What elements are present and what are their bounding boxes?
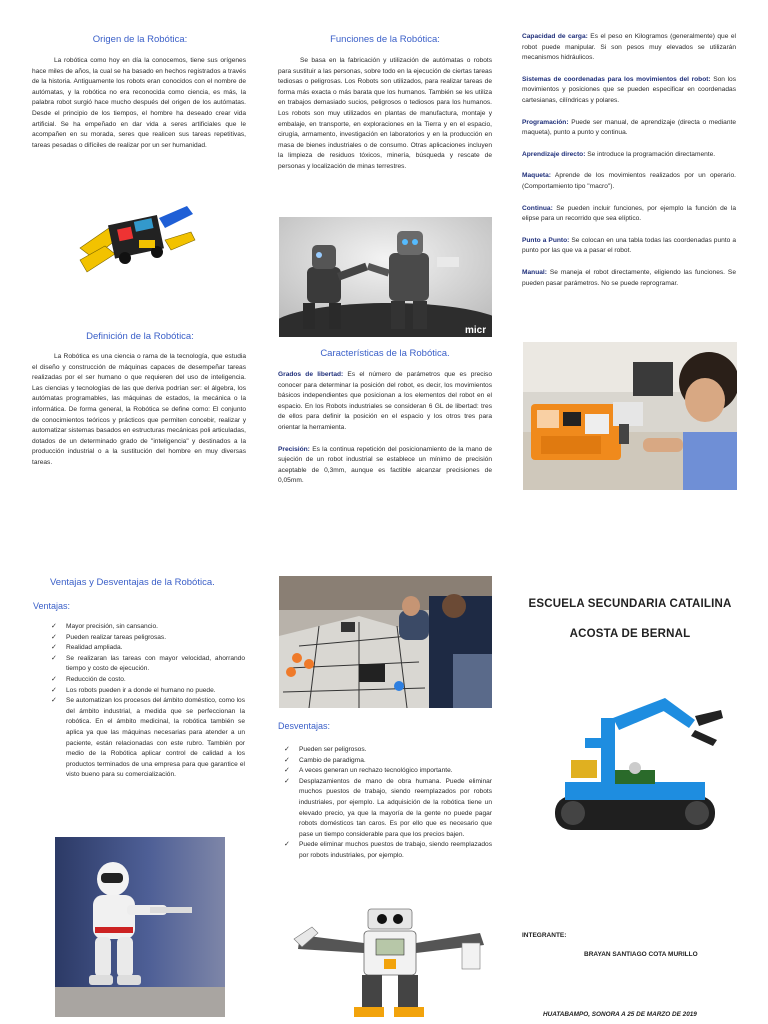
footer-place-date: HUATABAMPO, SONORA A 25 DE MARZO DE 2019 [543,1011,697,1018]
kid-robot-kit-photo [523,342,737,490]
check-mark-icon: ✓ [51,686,57,694]
ventaja-item: ✓ Se automatizan los procesos del ámbito doméstico, como los del ámbito industrial, a medida que se perfeccionan la robótica. En el ámbito medicinal, la robótica también se aplica ya que las máquinas necesarias para atender a un paciente, están relacionadas con este rubro. También por medio de la Robótica aplicar control de calidad a los productos terminados de una empresa para que garantice el visto bueno para su comercialización. [51,697,245,779]
funciones-title: Funciones de la Robótica: [330,34,440,45]
desventaja-item: ✓ Pueden ser peligrosos. [282,745,492,756]
ventaja-item: ✓ Mayor precisión, sin cansancio. [49,622,245,633]
lego-robot-image [290,903,490,1021]
check-mark-icon: ✓ [284,746,290,753]
definition-item: Capacidad de carga: Es el peso en Kilogramos (generalmente) que el robot puede manipular. Si son pesos muy elevados se utilizarán mecanismos hidráulicos. [522,33,736,62]
desventaja-item: ✓ Desplazamientos de mano de obra humana. Puede eliminar muchos puestos de trabajo, siendo reemplazados por robots industriales, por ejemplo. La adquisición de la robótica tiene un elevado precio, ya que la mayoría de la gente no puede pagar robots domésticos tan caros. Es por ello que es necesario que pase un tiempo considerable para que los precios bajen. [284,777,492,838]
ventaja-item: ✓ Se realizaran las tareas con mayor velocidad, ahorrando tiempo y costo de ejecución. [51,654,245,673]
definicion-title: Definición de la Robótica: [86,331,194,342]
desventajas-list [282,745,492,862]
caracteristica-item: Grados de libertad: Es el número de parámetros que es preciso conocer para determinar la posición del robot, es decir, los movimientos básicos independientes que posicionan a los elementos del robot en el espacio. En los Robots industriales se consideran 6 GL de libertad: tres de ellos para definir la posición en el espacio y los otros tres para orientar la herramienta. [278,371,492,431]
ventajas-section-title: Ventajas y Desventajas de la Robótica. [50,577,215,588]
desventaja-item: ✓ Cambio de paradigma. [282,756,492,767]
school-name-line1: ESCUELA SECUNDARIA CATAILINA [528,598,732,610]
definition-item: Manual: Se maneja el robot directamente, eligiendo las funciones. Se pueden pasar parámetros. No se puede reprogramar. [522,268,736,287]
caracteristica-item: Precisión: Es la continua repetición del posicionamiento de la mano de sujeción de un robot industrial se establece un mínimo de precisión aceptable de 0,3mm, aunque es factible alcanzar precisiones de 0,05mm. [278,445,492,485]
caracteristicas-title: Características de la Robótica. [320,348,450,359]
definition-item: Punto a Punto: Se colocan en una tabla todas las coordenadas punto a punto por las que va a pasar el robot. [522,236,736,255]
origen-text: La robótica como hoy en día la conocemos, tiene sus orígenes hace miles de años, la cual se ha basado en hechos registrados a través de la historia. Antiguamente los robots eran conocidos con el nombre de autómatas, y la robótica no era reconocida como ciencia, es más, la palabra robot surgió hace mucho después del origen de los autómatas. Desde el principio de los tiempos, el hombre ha deseado crear vida artificial. Se ha empeñado en dar vida a seres artificiales que le acompañen en su morada, seres que realicen sus tareas repetitivas, tareas pesadas o difíciles de realizar por un ser humanidad. [32,57,246,149]
check-mark-icon: ✓ [51,675,57,683]
desventajas-subtitle: Desventajas: [278,721,331,731]
student-name: BRAYAN SANTIAGO COTA MURILLO [584,951,698,958]
ventaja-item: ✓ Los robots pueden ir a donde el humano no puede. [49,686,245,697]
ventajas-list [49,622,245,781]
ventajas-subtitle: Ventajas: [33,601,71,611]
funciones-text: Se basa en la fabricación y utilización de autómatas o robots para sustituir a las personas, sobre todo en la ejecución de ciertas tareas tediosas o peligrosas. Los Robots son utilizados, para realizar tareas de forma más exacta o más barata que los humanos. También se les utiliza en trabajos demasiado sucios, peligrosos o tediosos para los humanos. Los robots son muy utilizados en plantas de manufactura, montaje y embalaje, en transporte, en exploraciones en la Tierra y en el espacio, cirugía, armamento, investigación en laboratorios y en la producción en masa de bienes industriales o de consumo. Otras aplicaciones incluyen la limpieza de residuos tóxicos, minería, búsqueda y rescate de personas y localización de minas terrestres. [278,57,492,170]
integrante-label: INTEGRANTE: [522,932,567,939]
ventaja-item: ✓ Reducción de costo. [49,675,245,686]
ventaja-item: ✓ Realidad ampliada. [49,643,245,654]
check-mark-icon: ✓ [284,756,290,764]
right-definitions-list [522,32,736,300]
check-mark-icon: ✓ [51,623,57,630]
definition-item: Sistemas de coordenadas para los movimientos del robot: Son los movimientos y posiciones que se pueden especificar en coordenadas cartesianas, cilíndricas y polares. [522,75,736,104]
check-mark-icon: ✓ [51,644,57,652]
photo-watermark: micr [465,325,487,336]
check-mark-icon: ✓ [284,767,290,775]
check-mark-icon: ✓ [51,633,57,641]
caracteristicas-list [278,370,492,498]
check-mark-icon: ✓ [51,697,57,705]
humanoid-robots-photo [279,217,492,337]
students-robotics-class-photo [279,576,492,708]
definition-item: Continua: Se pueden incluir funciones, por ejemplo la función de la elipse para un recorrido que sea elíptico. [522,204,736,223]
desventaja-item: ✓ Puede eliminar muchos puestos de trabajo, siendo reemplazados por robots industriales, por ejemplo. [284,841,492,859]
ventaja-item: ✓ Pueden realizar tareas peligrosas. [49,633,245,644]
humanoid-robot-tray-photo [55,837,225,1017]
definition-item: Programación: Puede ser manual, de aprendizaje (directa o mediante maqueta), punto a punto y continua. [522,118,736,137]
desventaja-item: ✓ A veces generan un rechazo tecnológico importante. [282,766,492,777]
robot-arm-image [75,200,200,285]
check-mark-icon: ✓ [284,841,290,849]
check-mark-icon: ✓ [284,777,290,785]
school-name-line2: ACOSTA DE BERNAL [569,628,691,640]
check-mark-icon: ✓ [51,654,57,662]
origen-title: Origen de la Robótica: [92,34,188,45]
blue-robot-kit-image [545,678,745,846]
definicion-text: La Robótica es una ciencia o rama de la tecnología, que estudia el diseño y construcción de máquinas capaces de desempeñar tareas realizadas por el ser humano o que requieren del uso de inteligencia. Las ciencias y tecnologías de las que deriva podrían ser: el álgebra, los autómatas programables, las máquinas de estados, la mecánica o la informática. De forma general, la Robótica se define como: El conjunto de conocimientos teóricos y prácticos que permiten concebir, realizar y automatizar sistemas basados en estructuras mecánicas poli articuladas, dotados de un determinado grado de "inteligencia" y destinados a la producción industrial o a la sustitución del hombre en muy diversas tareas. [32,353,246,466]
definition-item: Maqueta: Aprende de los movimientos realizados por un operario. (Comportamiento tipo "macro"). [522,172,736,190]
definition-item: Aprendizaje directo: Se introduce la programación directamente. [522,150,716,158]
